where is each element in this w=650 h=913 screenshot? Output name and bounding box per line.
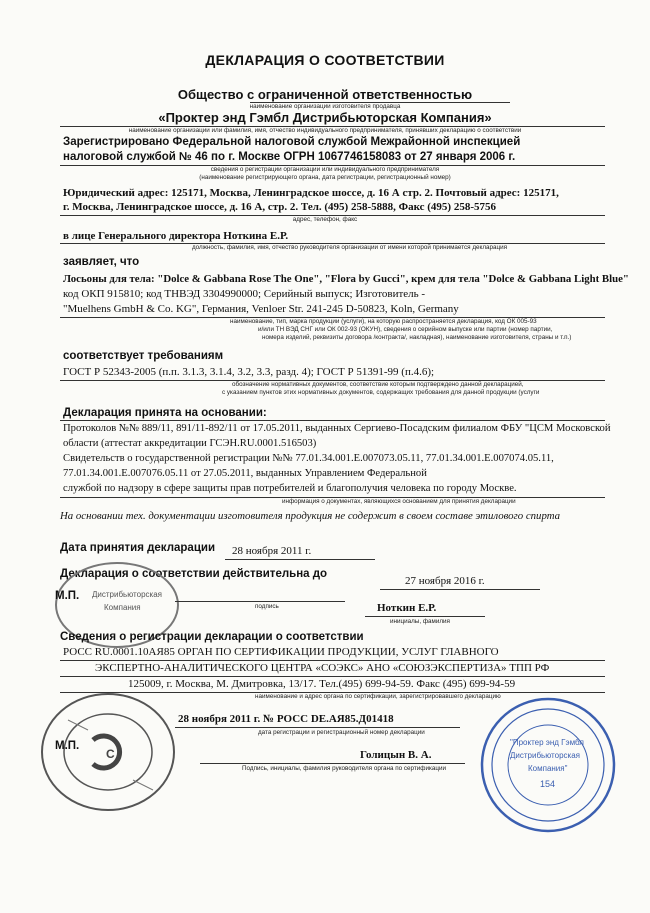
caption-body: наименование и адрес органа по сертификации, зарегистрировавшего декларацию: [255, 693, 501, 700]
caption-person: должность, фамилия, имя, отчество руководителя организации от имени которой принимается декларация: [192, 244, 508, 251]
divider: [175, 727, 460, 728]
note: На основании тех. документации изготовителя продукция не содержит в своем составе этилового спирта: [60, 510, 561, 522]
caption-address: адрес, телефон, факс: [292, 216, 358, 223]
org-name: «Проктер энд Гэмбл Дистрибьюторская Компания»: [158, 110, 492, 125]
stamp-text-2: Компания: [104, 603, 141, 612]
caption-initials: инициалы, фамилия: [390, 618, 450, 625]
caption-standards-1: обозначение нормативных документов, соответствие которым подтверждено данной декларацией,: [232, 381, 524, 388]
address-line-2: г. Москва, Ленинградское шоссе, д. 16 А, стр. 2. Тел. (495) 258-5888, Факс (495) 258-5756: [63, 201, 497, 213]
divider: [60, 660, 605, 661]
product-line-1: Лосьоны для тела: "Dolce & Gabbana Rose The One", "Flora by Gucci", крем для тела "Dolce & Gabbana Light Blue": [63, 273, 629, 285]
caption-basis: информация о документах, являющихся основанием для принятия декларации: [282, 498, 516, 505]
caption-product-2: и/или ТН ВЭД СНГ или ОК 002-93 (ОКУН), сведения о серийном выпуске или партии (номер партии,: [258, 326, 553, 333]
divider: [60, 420, 605, 421]
blue-stamp-text-2: Дистрибьюторская: [510, 751, 580, 760]
caption-standards-2: с указанием пунктов этих нормативных документов, содержащих требования для данной продукции (услуги: [222, 389, 540, 396]
basis-line-2: области (аттестат аккредитации ГСЭН.RU.0001.516503): [63, 438, 317, 449]
svg-text:С: С: [106, 747, 115, 761]
divider: [365, 616, 485, 617]
caption-product-1: наименование, тип, марка продукции (услуги), на которую распространяется декларация, код ОК 005-93: [230, 318, 537, 325]
person: в лице Генерального директора Ноткина Е.Р.: [63, 230, 289, 242]
basis-line-3: Свидетельств о государственной регистрации №№ 77.01.34.001.Е.007073.05.11, 77.01.34.001.Е.007074.05.11,: [63, 453, 554, 464]
valid-date: 27 ноября 2016 г.: [405, 575, 485, 587]
body-line-2: ЭКСПЕРТНО-АНАЛИТИЧЕСКОГО ЦЕНТРА «СОЭКС» АНО «СОЮЗЭКСПЕРТИЗА» ТПП РФ: [95, 662, 550, 674]
signature-line: [200, 763, 465, 764]
declares-label: заявляет, что: [63, 256, 140, 268]
mp2-label: М.П.: [55, 740, 80, 752]
registration-line-1: Зарегистрировано Федеральной налоговой службой Межрайонной инспекцией: [63, 136, 521, 148]
basis-line-5: службой по надзору в сфере защиты прав потребителей и благополучия человека по городу Москве.: [63, 483, 517, 494]
registration-line-2: налоговой службой № 46 по г. Москве ОГРН 1067746158083 от 27 января 2006 г.: [63, 151, 516, 163]
accept-date: 28 ноября 2011 г.: [232, 545, 312, 557]
conforms-label: соответствует требованиям: [63, 350, 224, 362]
signer-name: Ноткин Е.Р.: [377, 602, 437, 614]
caption-product-3: номера изделий, реквизиты договора /контракта/, накладная), наименование изготовителя, страны и т.п.): [262, 334, 572, 341]
reg-title: Сведения о регистрации декларации о соответствии: [60, 631, 364, 643]
org-type: Общество с ограниченной ответственностью: [177, 87, 473, 102]
address-line-1: Юридический адрес: 125171, Москва, Ленинградское шоссе, д. 16 А стр. 2. Почтовый адрес: 125171,: [63, 187, 559, 199]
product-line-3: "Muelhens GmbH & Co. KG", Германия, Venloer Str. 241-245 D-50823, Koln, Germany: [63, 303, 459, 315]
caption-registration-1: сведения о регистрации организации или индивидуального предпринимателя: [210, 166, 440, 173]
accept-label: Дата принятия декларации: [60, 542, 216, 554]
divider: [60, 676, 605, 677]
blue-stamp-number: 154: [540, 779, 556, 789]
basis-line-4: 77.01.34.001.Е.007076.05.11 от 27.05.2011, выданных Управлением Федеральной: [63, 468, 427, 479]
caption-head: Подпись, инициалы, фамилия руководителя органа по сертификации: [242, 765, 447, 772]
registration-number: 28 ноября 2011 г. № РОСС DE.АЯ85.Д01418: [178, 713, 394, 725]
caption-signature: подпись: [255, 603, 279, 610]
caption-declarant: наименование организации или фамилия, имя, отчество индивидуального предпринимателя, принявших декларацию о соответствии: [128, 127, 522, 134]
standards: ГОСТ Р 52343-2005 (п.п. 3.1.3, 3.1.4, 3.2, 3.3, разд. 4); ГОСТ Р 51391-99 (п.4.6);: [63, 366, 435, 378]
divider: [225, 559, 375, 560]
body-line-1: РОСС RU.0001.10АЯ85 ОРГАН ПО СЕРТИФИКАЦИИ ПРОДУКЦИИ, УСЛУГ ГЛАВНОГО: [63, 646, 499, 658]
stamp-text-1: Дистрибьюторская: [92, 590, 162, 599]
basis-line-1: Протоколов №№ 889/11, 891/11-892/11 от 17.05.2011, выданных Сергиево-Посадским филиалом ФБУ "ЦСМ Московской: [63, 423, 611, 434]
product-line-2: код ОКП 915810; код ТНВЭД 3304990000; Серийный выпуск; Изготовитель -: [63, 288, 426, 300]
head-name: Голицын В. А.: [360, 749, 432, 761]
signature-line: [175, 601, 345, 602]
basis-title: Декларация принята на основании:: [63, 407, 267, 419]
document-title: ДЕКЛАРАЦИЯ О СООТВЕТСТВИИ: [205, 52, 445, 68]
caption-registration-2: (наименование регистрирующего органа, дата регистрации, регистрационный номер): [199, 174, 451, 181]
blue-stamp-text-1: "Проктер энд Гэмбл: [510, 738, 584, 747]
mp-label: М.П.: [55, 590, 80, 602]
valid-label: Декларация о соответствии действительна до: [60, 568, 328, 580]
divider: [380, 589, 540, 590]
caption-regnum: дата регистрации и регистрационный номер декларации: [258, 729, 425, 736]
caption-seller: наименование организации изготовителя продавца: [249, 103, 401, 110]
certification-stamp: [38, 690, 178, 815]
body-line-3: 125009, г. Москва, М. Дмитровка, 13/17. Тел.(495) 699-94-59. Факс (495) 699-94-59: [128, 678, 516, 690]
blue-stamp-text-3: Компания": [528, 764, 568, 773]
